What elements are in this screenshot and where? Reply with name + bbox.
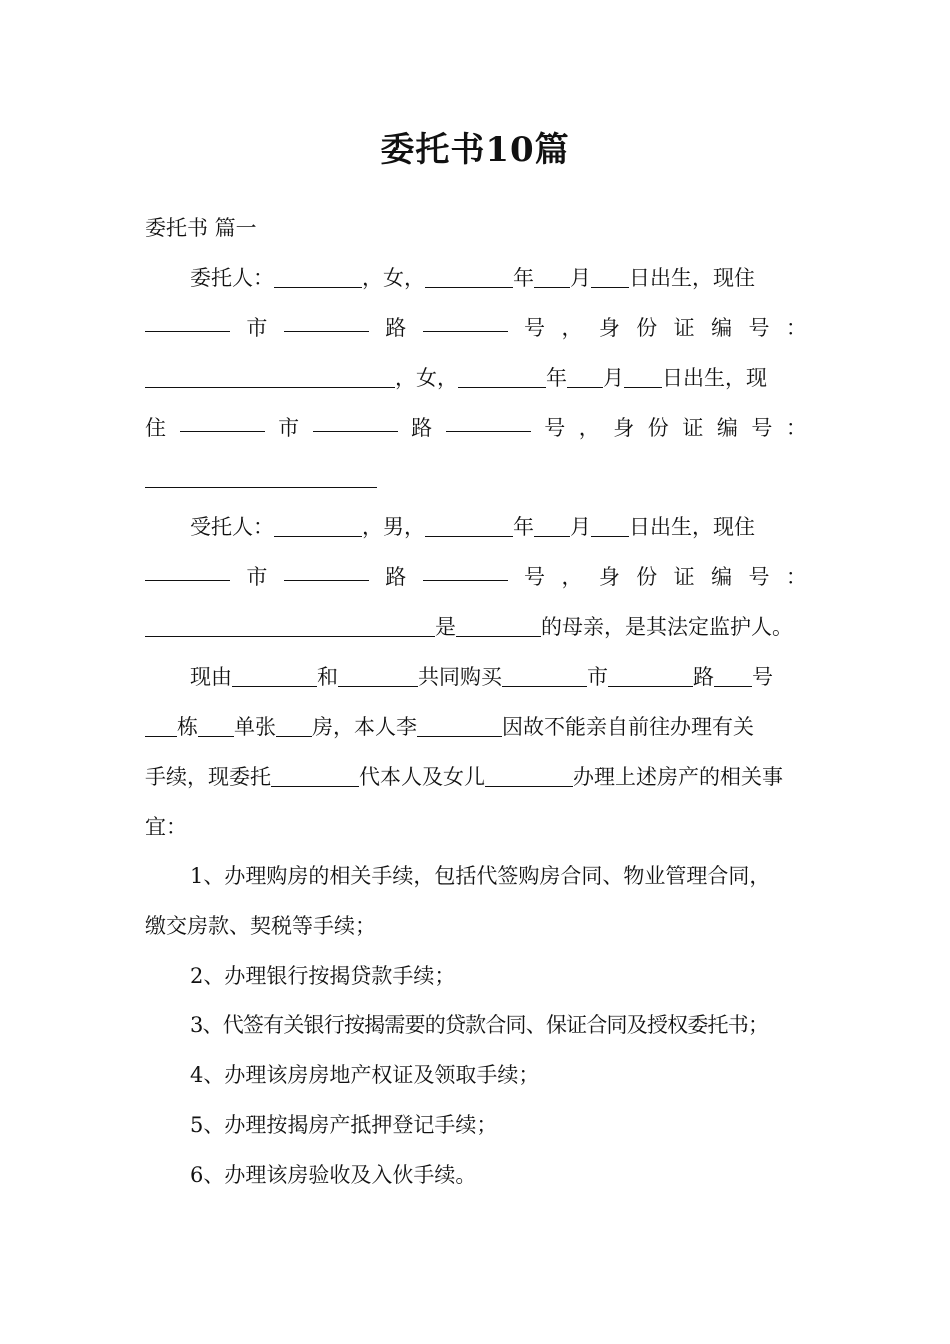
text-building: 栋	[177, 715, 198, 739]
blank-number	[714, 666, 752, 687]
paragraph-line	[145, 610, 807, 644]
blank-month	[567, 367, 603, 388]
blank-day	[591, 267, 629, 288]
paragraph-line	[145, 760, 807, 794]
text-month: 月	[570, 515, 591, 539]
blank-year	[425, 267, 513, 288]
blank-name	[417, 716, 502, 737]
text-is: 是	[435, 615, 456, 639]
text-colon: ：	[785, 565, 807, 589]
text-number: 号	[524, 316, 546, 340]
blank-field	[446, 411, 531, 432]
text-on-behalf: 代本人及女儿	[359, 765, 485, 789]
text-city: 市	[278, 416, 300, 440]
text-gender: ，女，	[362, 266, 425, 290]
blank-name	[271, 766, 359, 787]
blank-name	[456, 616, 541, 637]
text-year: 年	[513, 266, 534, 290]
paragraph-line	[145, 311, 807, 345]
label-agent: 受托人：	[190, 515, 274, 539]
text-room: 房，本人李	[312, 715, 417, 739]
blank-building	[145, 716, 177, 737]
blank-road	[608, 666, 693, 687]
text-born: 日出生，现	[662, 366, 767, 390]
paragraph-line	[190, 261, 807, 295]
blank-day	[591, 516, 629, 537]
text-char: 证	[673, 316, 695, 340]
blank-field	[423, 311, 508, 332]
text-road: 路	[411, 416, 433, 440]
list-item: 3、代签有关银行按揭需要的贷款合同、保证合同及授权委托书；	[190, 1013, 769, 1037]
text-char: 编	[716, 416, 738, 440]
text-char: 证	[682, 416, 704, 440]
text-char: 号	[748, 565, 770, 589]
paragraph-line: 宜：	[145, 815, 187, 839]
paragraph-line	[190, 660, 807, 694]
text-colon: ：	[785, 416, 807, 440]
text-born: 日出生，现住	[629, 515, 755, 539]
list-item: 4、办理该房房地产权证及领取手续；	[190, 1063, 540, 1087]
text-char: 编	[711, 565, 733, 589]
text-char: 身	[613, 416, 635, 440]
text-live: 住	[145, 416, 166, 440]
text-year: 年	[513, 515, 534, 539]
blank-city	[502, 666, 587, 687]
text-colon: ：	[785, 316, 807, 340]
paragraph-line	[145, 411, 807, 445]
text-city: 市	[246, 316, 268, 340]
text-char: 编	[711, 316, 733, 340]
document-title: 委托书10篇	[380, 130, 570, 170]
text-gender: ，男，	[362, 515, 425, 539]
list-item: 1、办理购房的相关手续，包括代签购房合同、物业管理合同，	[190, 864, 771, 888]
blank-id	[145, 367, 395, 388]
text-road: 路	[385, 565, 407, 589]
blank-month	[534, 516, 570, 537]
text-city: 市	[246, 565, 268, 589]
text-char: 份	[636, 316, 658, 340]
section-heading: 委托书 篇一	[145, 216, 257, 240]
blank-day	[624, 367, 662, 388]
text-char: 号	[751, 416, 773, 440]
text-city: 市	[587, 665, 608, 689]
label-principal: 委托人：	[190, 266, 274, 290]
blank-room	[276, 716, 312, 737]
text-purchase: 共同购买	[418, 665, 502, 689]
paragraph-line	[145, 361, 807, 395]
blank-month	[534, 267, 570, 288]
blank-name	[274, 516, 362, 537]
text-guardian: 的母亲，是其法定监护人。	[541, 615, 793, 639]
blank-id	[145, 616, 435, 637]
text-number: 号	[544, 416, 566, 440]
blank-name	[232, 666, 317, 687]
blank-field	[284, 311, 369, 332]
text-comma: ，	[561, 565, 583, 589]
paragraph-line	[145, 461, 807, 495]
text-char: 号	[748, 316, 770, 340]
blank-unit	[198, 716, 234, 737]
blank-field	[313, 411, 398, 432]
paragraph-line	[145, 560, 807, 594]
text-number: 号	[752, 665, 773, 689]
text-month: 月	[603, 366, 624, 390]
text-reason: 因故不能亲自前往办理有关	[502, 715, 754, 739]
blank-field	[423, 560, 508, 581]
text-entrust: 手续，现委托	[145, 765, 271, 789]
list-item: 6、办理该房验收及入伙手续。	[190, 1163, 477, 1187]
blank-name	[274, 267, 362, 288]
blank-name	[485, 766, 573, 787]
text-and: 和	[317, 665, 338, 689]
blank-year	[458, 367, 546, 388]
blank-year	[425, 516, 513, 537]
text-char: 身	[598, 316, 620, 340]
text-comma: ，	[578, 416, 600, 440]
paragraph-line	[190, 510, 807, 544]
text-unit: 单张	[234, 715, 276, 739]
list-item: 缴交房款、契税等手续；	[145, 914, 376, 938]
blank-field	[284, 560, 369, 581]
blank-field	[180, 411, 265, 432]
paragraph-line	[145, 710, 807, 744]
text-handle: 办理上述房产的相关事	[573, 765, 783, 789]
text-char: 身	[598, 565, 620, 589]
text-number: 号	[524, 565, 546, 589]
blank-name	[338, 666, 418, 687]
blank-field	[145, 560, 230, 581]
text-char: 证	[673, 565, 695, 589]
blank-id	[145, 467, 377, 488]
blank-field	[145, 311, 230, 332]
text-month: 月	[570, 266, 591, 290]
text-gender: ，女，	[395, 366, 458, 390]
text-char: 份	[647, 416, 669, 440]
text-year: 年	[546, 366, 567, 390]
text-comma: ，	[561, 316, 583, 340]
text-road: 路	[385, 316, 407, 340]
text-now: 现由	[190, 665, 232, 689]
text-char: 份	[636, 565, 658, 589]
list-item: 2、办理银行按揭贷款手续；	[190, 964, 456, 988]
text-road: 路	[693, 665, 714, 689]
list-item: 5、办理按揭房产抵押登记手续；	[190, 1113, 498, 1137]
text-born: 日出生，现住	[629, 266, 755, 290]
